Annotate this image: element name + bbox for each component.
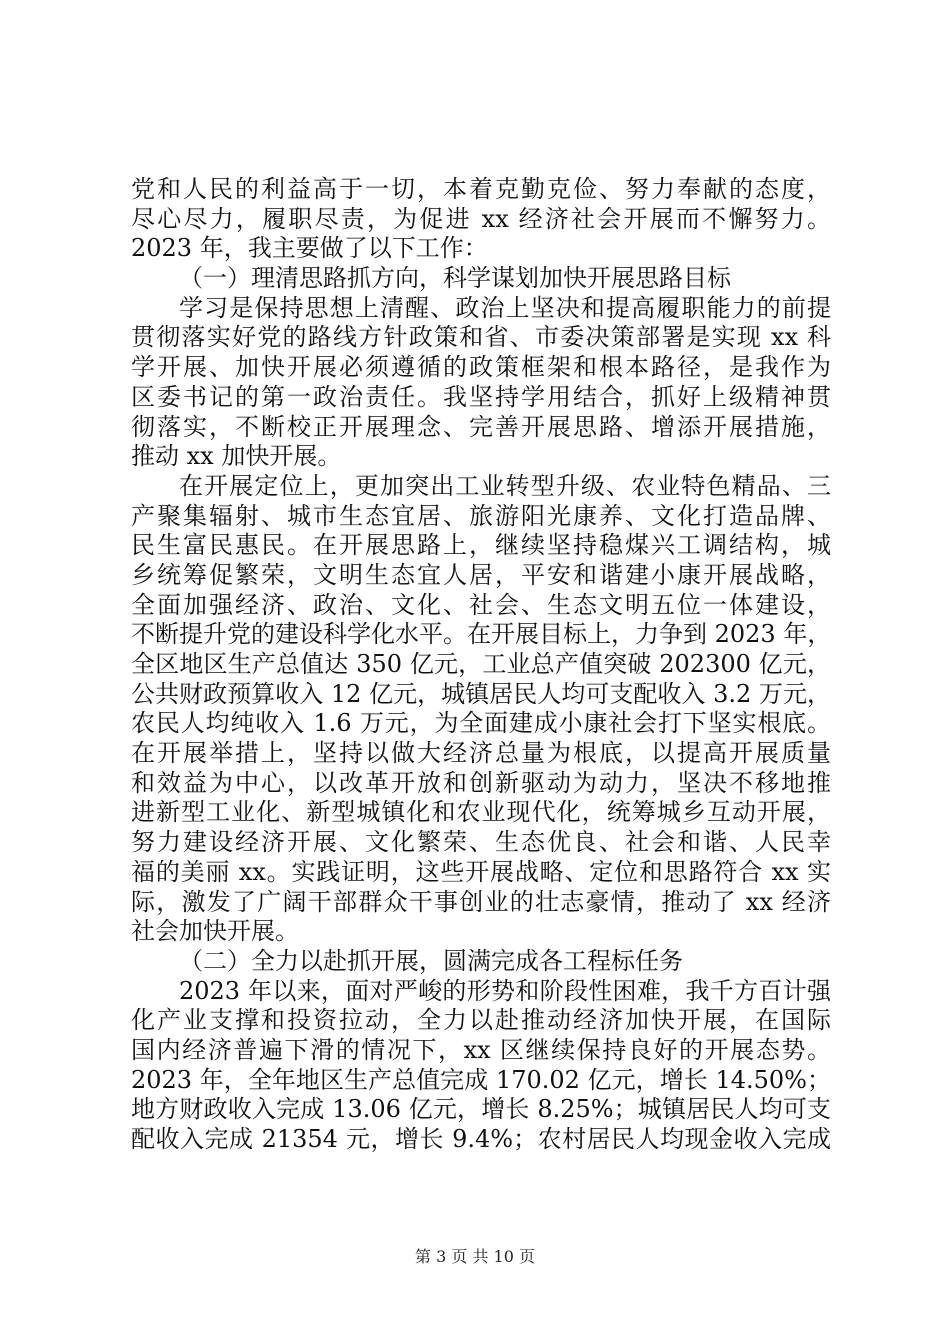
section-heading: （二）全力以赴抓开展，圆满完成各工程标任务 bbox=[179, 946, 683, 975]
text-line: 国内经济普遍下滑的情况下，xx 区继续保持良好的开展态势。 bbox=[131, 1035, 831, 1064]
text-line: 彻落实，不断校正开展理念、完善开展思路、增添开展措施， bbox=[131, 412, 831, 441]
text-line: 全面加强经济、政治、文化、社会、生态文明五位一体建设， bbox=[131, 590, 831, 619]
text-line: 2023 年以来，面对严峻的形势和阶段性困难，我千方百计强 bbox=[179, 976, 831, 1005]
text-line: 公共财政预算收入 12 亿元，城镇居民人均可支配收入 3.2 万元， bbox=[131, 679, 831, 708]
text-line: 和效益为中心，以改革开放和创新驱动为动力，坚决不移地推 bbox=[131, 768, 831, 797]
text-line: 农民人均纯收入 1.6 万元，为全面建成小康社会打下坚实根底。 bbox=[131, 709, 831, 738]
text-line: 学开展、加快开展必须遵循的政策框架和根本路径，是我作为 bbox=[131, 353, 831, 382]
text-line: 全区地区生产总值达 350 亿元，工业总产值突破 202300 亿元， bbox=[131, 650, 831, 678]
text-line: 2023 年，我主要做了以下工作： bbox=[131, 234, 488, 263]
text-line: 产聚集辐射、城市生态宜居、旅游阳光康养、文化打造品牌、 bbox=[131, 501, 831, 530]
text-line: 际，激发了广阔干部群众干事创业的壮志豪情，推动了 xx 经济 bbox=[131, 887, 831, 916]
text-line: 社会加快开展。 bbox=[131, 917, 299, 946]
text-line: 在开展举措上，坚持以做大经济总量为根底，以提高开展质量 bbox=[131, 739, 831, 768]
text-line: 推动 xx 加快开展。 bbox=[131, 442, 342, 471]
text-line: 配收入完成 21354 元，增长 9.4%；农村居民人均现金收入完成 bbox=[131, 1125, 831, 1153]
text-line: 党和人民的利益高于一切，本着克勤克俭、努力奉献的态度， bbox=[131, 175, 831, 203]
text-line: 化产业支撑和投资拉动，全力以赴推动经济加快开展，在国际 bbox=[131, 1006, 831, 1035]
page-number: 第 3 页 共 10 页 bbox=[415, 1247, 535, 1266]
text-line: 努力建设经济开展、文化繁荣、生态优良、社会和谐、人民幸 bbox=[131, 828, 831, 857]
text-line: 不断提升党的建设科学化水平。在开展目标上，力争到 2023 年， bbox=[131, 620, 832, 649]
text-line: 2023 年，全年地区生产总值完成 170.02 亿元，增长 14.50%； bbox=[131, 1065, 831, 1094]
text-line: 贯彻落实好党的路线方针政策和省、市委决策部署是实现 xx 科 bbox=[131, 323, 831, 352]
document-body bbox=[131, 175, 831, 1155]
text-line: 进新型工业化、新型城镇化和农业现代化，统筹城乡互动开展， bbox=[131, 798, 831, 827]
text-line: 地方财政收入完成 13.06 亿元，增长 8.25%；城镇居民人均可支 bbox=[131, 1095, 831, 1124]
text-line: 民生富民惠民。在开展思路上，继续坚持稳煤兴工调结构，城 bbox=[131, 531, 831, 560]
text-line: 学习是保持思想上清醒、政治上坚决和提高履职能力的前提 bbox=[179, 293, 831, 322]
section-heading: （一）理清思路抓方向，科学谋划加快开展思路目标 bbox=[179, 264, 731, 293]
text-line: 乡统筹促繁荣，文明生态宜人居，平安和谐建小康开展战略， bbox=[131, 560, 831, 589]
text-line: 尽心尽力，履职尽责，为促进 xx 经济社会开展而不懈努力。 bbox=[131, 204, 831, 233]
text-line: 在开展定位上，更加突出工业转型升级、农业特色精品、三 bbox=[179, 471, 831, 500]
text-line: 区委书记的第一政治责任。我坚持学用结合，抓好上级精神贯 bbox=[131, 382, 831, 411]
page-footer bbox=[0, 1247, 950, 1267]
text-line: 福的美丽 xx。实践证明，这些开展战略、定位和思路符合 xx 实 bbox=[131, 857, 831, 886]
